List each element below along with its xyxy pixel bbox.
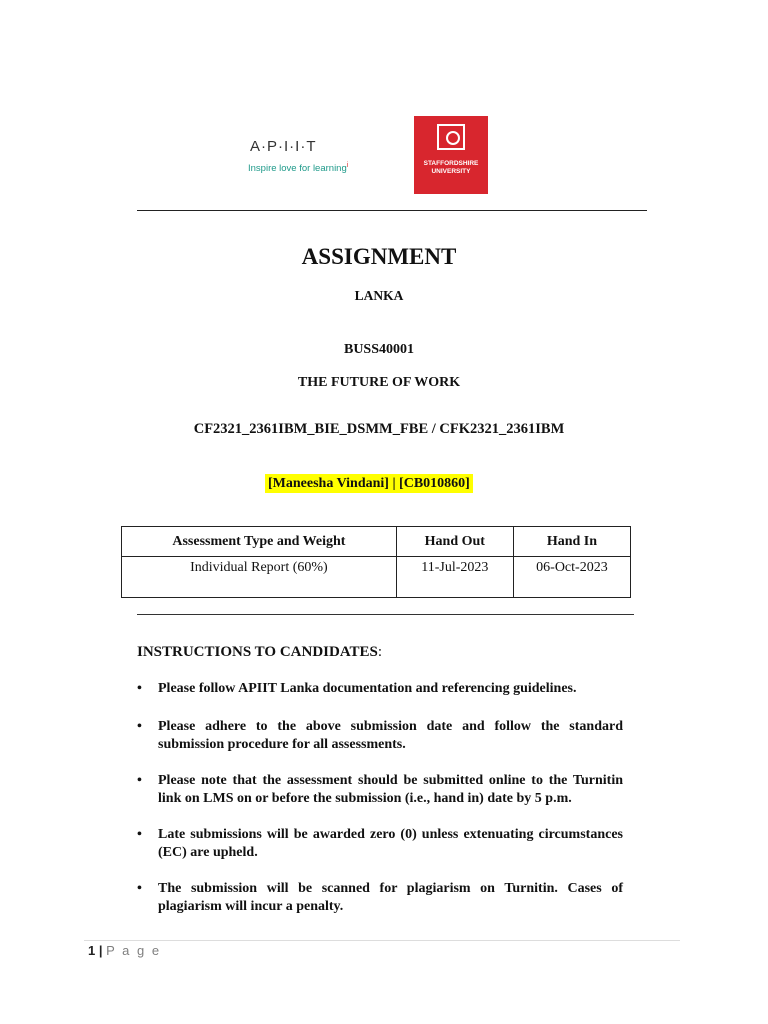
top-divider — [137, 210, 647, 211]
apiit-logo — [244, 138, 374, 178]
student-details: [Maneesha Vindani] | [CB010860] — [265, 474, 473, 493]
list-item: • Please adhere to the above submission date and follow the standard submission procedure for all assessments. — [137, 718, 623, 754]
instructions-list — [137, 680, 623, 916]
location: LANKA — [354, 288, 404, 303]
list-item: • Please note that the assessment should be submitted online to the Turnitin link on LMS on or before the submission (i.e., hand in) date by 5 p.m. — [137, 772, 623, 808]
module-code: BUSS40001 — [343, 342, 415, 357]
module-name: THE FUTURE OF WORK — [297, 375, 461, 390]
list-item: • The submission will be scanned for plagiarism on Turnitin. Cases of plagiarism will incur a penalty. — [137, 880, 623, 916]
list-item: • Late submissions will be awarded zero (0) unless extenuating circumstances (EC) are upheld. — [137, 826, 623, 862]
instructions-heading: INSTRUCTIONS TO CANDIDATES: — [137, 644, 383, 660]
cell-assessment-type: Individual Report (60%) — [122, 557, 397, 598]
instructions-heading-text: INSTRUCTIONS TO CANDIDATES — [137, 644, 378, 660]
middle-divider — [137, 614, 634, 615]
table-header-row — [122, 527, 631, 557]
footer-divider — [84, 940, 680, 941]
intake-code: CF2321_2361IBM_BIE_DSMM_FBE / CFK2321_2361IBM — [193, 421, 565, 437]
apiit-wordmark: A·P·I·I·T — [250, 138, 317, 155]
cell-hand-out: 11-Jul-2023 — [396, 557, 513, 598]
staffordshire-knot-icon — [437, 124, 465, 150]
page-number: 1 — [88, 943, 96, 958]
apiit-tagline: Inspire love for learning$^i$ — [248, 162, 349, 175]
staffordshire-wordmark: STAFFORDSHIRE UNIVERSITY — [423, 160, 479, 175]
list-item: • Please follow APIIT Lanka documentation and referencing guidelines. — [137, 680, 623, 698]
page-title: ASSIGNMENT — [301, 244, 457, 269]
staffordshire-logo — [414, 116, 488, 194]
header-assessment-type: Assessment Type and Weight — [122, 527, 397, 557]
header-hand-in: Hand In — [513, 527, 630, 557]
page-footer: 1 | P a g e — [88, 943, 162, 958]
assessment-table — [121, 526, 631, 598]
table-row — [122, 557, 631, 598]
cell-hand-in: 06-Oct-2023 — [513, 557, 630, 598]
header-hand-out: Hand Out — [396, 527, 513, 557]
page-word: P a g e — [106, 943, 162, 958]
